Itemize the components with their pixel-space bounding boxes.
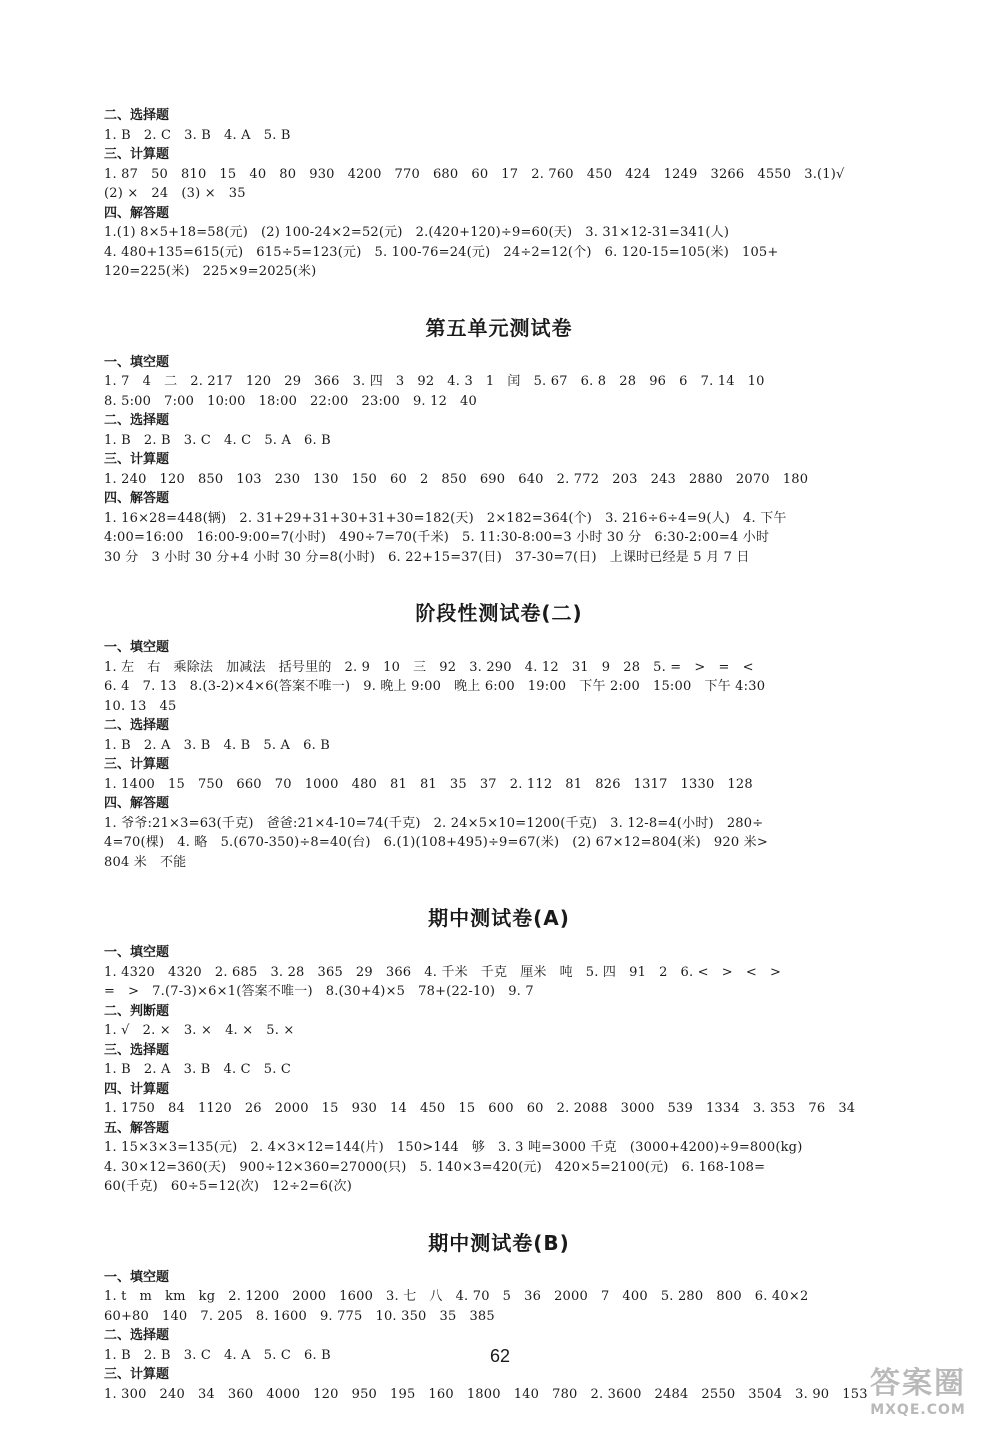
answer-key-content bbox=[104, 106, 894, 1404]
answer-line: 1. 4320 4320 2. 685 3. 28 365 29 366 4. 千米 千克 厘米 吨 5. 四 91 2 6. < > < > bbox=[104, 964, 782, 980]
answer-line: 1. 1400 15 750 660 70 1000 480 81 81 35 37 2. 112 81 826 1317 1330 128 bbox=[104, 776, 753, 792]
answer-line: 1. B 2. C 3. B 4. A 5. B bbox=[104, 127, 291, 143]
question-type-heading: 一、填空题 bbox=[104, 640, 170, 655]
question-type-heading: 四、解答题 bbox=[104, 205, 170, 221]
answer-line: 1. √ 2. × 3. × 4. × 5. × bbox=[104, 1023, 295, 1038]
answer-line: 6. 4 7. 13 8.(3-2)×4×6(答案不唯一) 9. 晚上 9:00 晚上 6:00 19:00 下午 2:00 15:00 下午 4:30 bbox=[104, 679, 766, 694]
question-type-heading: 一、填空题 bbox=[104, 945, 170, 960]
question-type-heading: 四、计算题 bbox=[104, 1081, 170, 1097]
answer-line: 1. 1750 84 1120 26 2000 15 930 14 450 15 600 60 2. 2088 3000 539 1334 3. 353 76 34 bbox=[104, 1101, 856, 1116]
answer-line: (2) × 24 (3) × 35 bbox=[104, 186, 246, 201]
answer-line: 1. 240 120 850 103 230 130 150 60 2 850 690 640 2. 772 203 243 2880 2070 180 bbox=[104, 471, 809, 487]
watermark-url: MXQE.COM bbox=[870, 1402, 966, 1418]
answer-line: 4:00=16:00 16:00-9:00=7(小时) 490÷7=70(千米) 5. 11:30-8:00=3 小时 30 分 6:30-2:00=4 小时 bbox=[104, 530, 770, 545]
answer-line: 1. 左 右 乘除法 加减法 括号里的 2. 9 10 三 92 3. 290 4. 12 31 9 28 5. = > = < bbox=[104, 659, 754, 675]
question-type-heading: 二、判断题 bbox=[104, 1003, 170, 1019]
question-type-heading: 二、选择题 bbox=[104, 718, 170, 733]
answer-line: 1. t m km kg 2. 1200 2000 1600 3. 七 八 4. 70 5 36 2000 7 400 5. 280 800 6. 40×2 bbox=[104, 1289, 809, 1304]
answer-line: = > 7.(7-3)×6×1(答案不唯一) 8.(30+4)×5 78+(22-10) 9. 7 bbox=[104, 984, 534, 999]
answer-line: 1. 300 240 34 360 4000 120 950 195 160 1800 140 780 2. 3600 2484 2550 3504 3. 90 153 bbox=[104, 1386, 868, 1402]
question-type-heading: 五、解答题 bbox=[104, 1120, 170, 1136]
answer-line: 1.(1) 8×5+18=58(元) (2) 100-24×2=52(元) 2.(420+120)÷9=60(天) 3. 31×12-31=341(人) bbox=[104, 225, 730, 240]
question-type-heading: 三、计算题 bbox=[104, 452, 170, 467]
answer-line: 1. 爷爷:21×3=63(千克) 爸爸:21×4-10=74(千克) 2. 24×5×10=1200(千克) 3. 12-8=4(小时) 280÷ bbox=[104, 815, 764, 831]
question-type-heading: 一、填空题 bbox=[104, 1269, 170, 1285]
watermark-logo: 答案圈 bbox=[870, 1366, 966, 1401]
answer-line: 120=225(米) 225×9=2025(米) bbox=[104, 264, 317, 279]
answer-line: 1. 15×3×3=135(元) 2. 4×3×12=144(片) 150>144 够 3. 3 吨=3000 千克 (3000+4200)÷9=800(kg) bbox=[104, 1140, 803, 1155]
question-type-heading: 三、计算题 bbox=[104, 147, 170, 162]
section bbox=[104, 902, 894, 1197]
page-number: 62 bbox=[489, 1346, 511, 1366]
answer-line: 60+80 140 7. 205 8. 1600 9. 775 10. 350 35 385 bbox=[104, 1308, 495, 1324]
section bbox=[104, 106, 894, 282]
question-type-heading: 四、解答题 bbox=[104, 491, 170, 506]
answer-line: 4=70(棵) 4. 略 5.(670-350)÷8=40(台) 6.(1)(108+495)÷9=67(米) (2) 67×12=804(米) 920 米> bbox=[104, 835, 768, 850]
answer-line: 30 分 3 小时 30 分+4 小时 30 分=8(小时) 6. 22+15=37(日) 37-30=7(日) 上课时已经是 5 月 7 日 bbox=[104, 549, 750, 565]
question-type-heading: 二、选择题 bbox=[104, 413, 170, 428]
section-title: 第五单元测试卷 bbox=[425, 315, 573, 340]
answer-line: 804 米 不能 bbox=[104, 854, 187, 870]
answer-line: 1. B 2. A 3. B 4. C 5. C bbox=[104, 1062, 292, 1077]
question-type-heading: 三、选择题 bbox=[104, 1042, 170, 1058]
answer-line: 1. B 2. B 3. C 4. C 5. A 6. B bbox=[104, 432, 331, 448]
answer-line: 10. 13 45 bbox=[104, 698, 177, 714]
question-type-heading: 一、填空题 bbox=[104, 354, 170, 370]
section-title: 阶段性测试卷(二) bbox=[415, 601, 583, 625]
section-title: 期中测试卷(A) bbox=[428, 906, 570, 930]
section bbox=[104, 312, 894, 568]
question-type-heading: 四、解答题 bbox=[104, 796, 170, 811]
answer-line: 1. 16×28=448(辆) 2. 31+29+31+30+31+30=182(天) 2×182=364(个) 3. 216÷6÷4=9(人) 4. 下午 bbox=[104, 510, 787, 526]
answer-line: 4. 30×12=360(天) 900÷12×360=27000(只) 5. 140×3=420(元) 420×5=2100(元) 6. 168-108= bbox=[104, 1159, 766, 1175]
answer-line: 4. 480+135=615(元) 615÷5=123(元) 5. 100-76=24(元) 24÷2=12(个) 6. 120-15=105(米) 105+ bbox=[104, 244, 779, 260]
answer-line: 1. 87 50 810 15 40 80 930 4200 770 680 60 17 2. 760 450 424 1249 3266 4550 3.(1)√ bbox=[104, 166, 845, 182]
question-type-heading: 三、计算题 bbox=[104, 757, 170, 772]
answer-line: 60(千克) 60÷5=12(次) 12÷2=6(次) bbox=[104, 1179, 352, 1194]
section bbox=[104, 597, 894, 872]
watermark bbox=[848, 1358, 988, 1436]
answer-line: 1. 7 4 二 2. 217 120 29 366 3. 四 3 92 4. 3 1 闰 5. 67 6. 8 28 96 6 7. 14 10 bbox=[104, 374, 765, 389]
section-title: 期中测试卷(B) bbox=[428, 1230, 570, 1255]
section bbox=[104, 1227, 894, 1405]
answer-line: 8. 5:00 7:00 10:00 18:00 22:00 23:00 9. 12 40 bbox=[104, 393, 477, 409]
answer-line: 1. B 2. B 3. C 4. A 5. C 6. B bbox=[104, 1347, 331, 1363]
question-type-heading: 三、计算题 bbox=[104, 1367, 170, 1382]
answer-line: 1. B 2. A 3. B 4. B 5. A 6. B bbox=[104, 737, 330, 753]
question-type-heading: 二、选择题 bbox=[104, 108, 170, 123]
question-type-heading: 二、选择题 bbox=[104, 1328, 170, 1343]
